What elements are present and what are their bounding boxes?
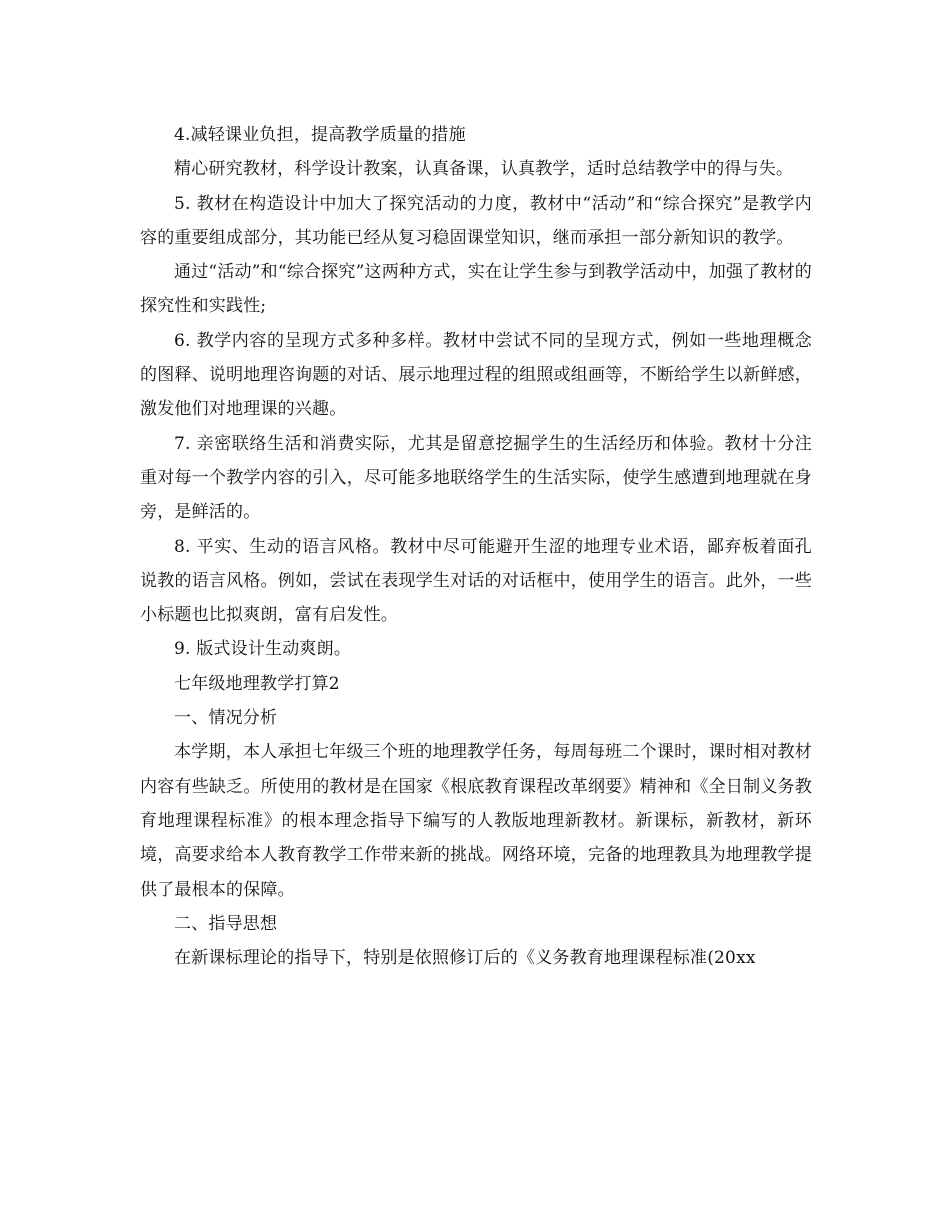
- paragraph-situation: 本学期，本人承担七年级三个班的地理教学任务，每周每班二个课时，课时相对教材内容有些缺乏。所使用的教材是在国家《根底教育课程改革纲要》精神和《全日制义务教育地理课程标准》的根本理念指导下编写的人教版地理新教材。新课标，新教材，新环境，高要求给本人教育教学工作带来新的挑战。网络环境，完备的地理教具为地理教学提供了最根本的保障。: [140, 742, 812, 900]
- paragraph-heading-4: 4.减轻课业负担，提高教学质量的措施: [174, 125, 466, 145]
- heading-guiding-ideology: 二、指导思想: [174, 913, 278, 934]
- paragraph-item-9: 9. 版式设计生动爽朗。: [174, 639, 352, 660]
- paragraph-item-7: 7. 亲密联络生活和消费实际，尤其是留意挖掘学生的生活经历和体验。教材十分注重对每一个教学内容的引入，尽可能多地联络学生的生活实际，使学生感遭到地理就在身旁，是鲜活的。: [140, 433, 812, 523]
- paragraph-activities: 通过“活动”和“综合探究”这两种方式，实在让学生参与到教学活动中，加强了教材的探究性和实践性;: [140, 262, 812, 317]
- section-title-plan-2: 七年级地理教学打算2: [174, 673, 340, 694]
- paragraph-item-8: 8. 平实、生动的语言风格。教材中尽可能避开生涩的地理专业术语，鄙弃板着面孔说教的语言风格。例如，尝试在表现学生对话的对话框中，使用学生的语言。此外，一些小标题也比拟爽朗，富有启发性。: [140, 536, 812, 626]
- document-body: [140, 118, 812, 975]
- paragraph-item-6: 6. 教学内容的呈现方式多种多样。教材中尝试不同的呈现方式，例如一些地理概念的图释、说明地理咨询题的对话、展示地理过程的组照或组画等，不断给学生以新鲜感，激发他们对地理课的兴趣。: [140, 330, 812, 420]
- paragraph-guiding-ideology: 在新课标理论的指导下，特别是依照修订后的《义务教育地理课程标准(20xx: [174, 948, 756, 969]
- paragraph-item-5: 5. 教材在构造设计中加大了探究活动的力度，教材中“活动”和“综合探究”是教学内容的重要组成部分，其功能已经从复习稳固课堂知识，继而承担一部分新知识的教学。: [140, 193, 812, 248]
- heading-situation-analysis: 一、情况分析: [174, 708, 278, 729]
- paragraph-study-materials: 精心研究教材，科学设计教案，认真备课，认真教学，适时总结教学中的得与失。: [174, 159, 794, 180]
